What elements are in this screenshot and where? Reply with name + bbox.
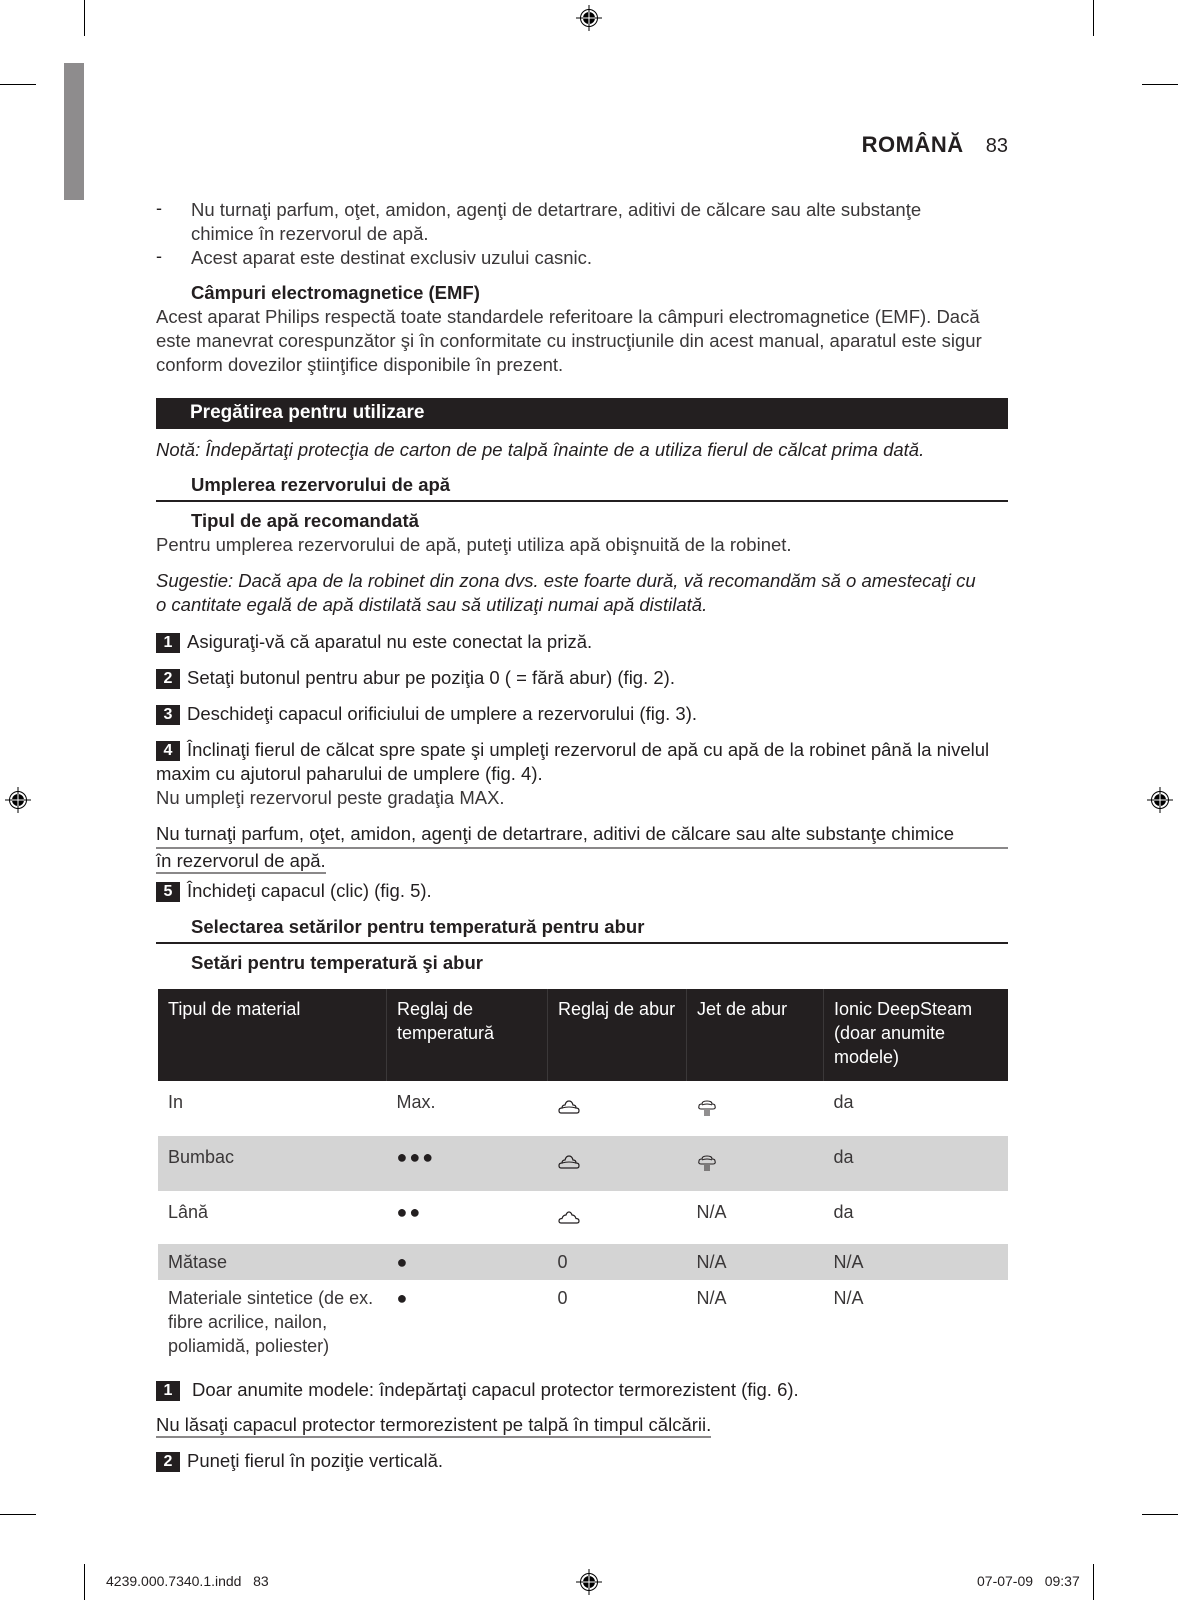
step-number: 1 [156,633,180,653]
jet-cell: N/A [696,1202,727,1222]
step-item [156,666,1008,690]
steam-jet-icon [697,1098,717,1118]
ionic-cell: N/A [833,1288,864,1308]
step-text: Închideţi capacul (clic) (fig. 5). [187,880,432,901]
fill-heading: Umplerea rezervorului de apă [191,474,451,495]
crop-mark [0,84,36,85]
language-label: ROMÂNĂ [861,132,964,157]
jet-cell: N/A [696,1288,727,1308]
table-row [158,1081,1008,1136]
temperature-cell: Max. [396,1092,436,1112]
column-header: Jet de abur [687,989,824,1081]
footer-datetime: 07-07-09 09:37 [977,1573,1080,1589]
tip-text: Sugestie: Dacă apa de la robinet din zona dvs. este foarte dură, vă recomandăm să o amestecaţi cu o cantitate egală de apă distilată sau să utilizaţi numai apă distilată. [156,570,976,615]
column-header: Tipul de material [158,989,387,1081]
page-header [862,132,1008,158]
settings-heading: Selectarea setărilor pentru temperatură pentru abur [191,916,645,937]
step-item [156,630,1008,654]
warning-line: în rezervorul de apă. [156,850,326,874]
temperature-cell: ●● [396,1202,423,1222]
jet-cell [687,1136,824,1191]
registration-mark-icon [576,1569,602,1595]
step-item [156,1449,443,1473]
settings-subheading: Setări pentru temperatură şi abur [191,952,483,973]
step-text: Puneţi fierul în poziţie verticală. [187,1450,444,1471]
steam-cell [548,1191,687,1244]
step-number: 5 [156,882,180,902]
crop-mark [0,1514,36,1515]
language-tab-marker [64,63,84,200]
steam-cell: 0 [548,1244,687,1280]
heading-rule [156,500,1008,502]
steam-jet-icon [697,1153,717,1173]
step-text: Doar anumite modele: îndepărtaţi capacul protector termorezistent (fig. 6). [192,1379,799,1400]
material-cell: Bumbac [158,1136,387,1191]
crop-mark [1093,0,1094,36]
bullet-item: Nu turnaţi parfum, oţet, amidon, agenţi de detartrare, aditivi de călcare sau alte substanţe chimice în rezervorul de apă. [191,199,922,244]
ionic-cell: da [833,1092,854,1112]
bullet-dash: - [156,198,162,218]
registration-mark-icon [5,787,31,813]
material-cell: Mătase [158,1244,387,1280]
warning-text [156,822,1008,873]
warning-line: Nu lăsaţi capacul protector termorezistent pe talpă în timpul călcării. [156,1414,711,1438]
settings-table [158,989,1008,1370]
page-number: 83 [985,135,1008,157]
crop-mark [84,0,85,36]
step-text: Înclinaţi fierul de călcat spre spate şi umpleţi rezervorul de apă cu apă de la robinet până la nivelul maxim cu ajutorul paharului de umplere (fig. 4). [156,739,990,784]
step-number: 2 [156,669,180,689]
emf-heading: Câmpuri electromagnetice (EMF) [191,282,480,303]
step-text: Setaţi butonul pentru abur pe poziţia 0 ( = fără abur) (fig. 2). [187,667,675,688]
note-text: Notă: Îndepărtaţi protecţia de carton de pe talpă înainte de a utiliza fierul de călcat prima dată. [156,439,925,460]
ionic-cell: da [824,1136,1009,1191]
temperature-cell: ●●● [387,1136,548,1191]
step-text: Deschideţi capacul orificiului de umplere a rezervorului (fig. 3). [187,703,698,724]
steam-max-icon [558,1098,580,1116]
heading-rule [156,942,1008,944]
step-number: 1 [156,1381,180,1401]
column-header: Reglaj de abur [548,989,687,1081]
water-type-body: Pentru umplerea rezervorului de apă, puteţi utiliza apă obişnuită de la robinet. [156,534,792,555]
water-type-heading: Tipul de apă recomandată [191,510,419,531]
footer-file-info: 4239.000.7340.1.indd 83 [106,1573,269,1589]
steam-cell: 0 [557,1288,568,1308]
column-header: Ionic DeepSteam (doar anumite modele) [824,989,1009,1081]
steam-max-icon [558,1153,580,1171]
ionic-cell: N/A [824,1244,1009,1280]
steam-min-icon [558,1210,580,1226]
section-header-bar [156,398,1008,429]
step-item [156,879,432,903]
bullet-item: Acest aparat este destinat exclusiv uzului casnic. [191,247,593,268]
step-text: Asiguraţi-vă că aparatul nu este conectat la priză. [187,631,593,652]
table-row [158,1280,1008,1370]
bullet-dash: - [156,246,162,266]
step-number: 4 [156,741,180,761]
crop-mark [84,1564,85,1600]
section-title: Pregătirea pentru utilizare [190,402,425,423]
step-item [156,702,1008,726]
jet-cell [687,1081,824,1136]
material-cell: In [168,1092,184,1112]
table-row [158,1244,1008,1280]
crop-mark [1142,84,1178,85]
step-item [156,738,1008,786]
table-header-row [158,989,1008,1081]
table-row [158,1136,1008,1191]
table-row [158,1191,1008,1244]
warning-text [156,1413,711,1437]
step-number: 3 [156,705,180,725]
emf-body: Acest aparat Philips respectă toate standardele referitoare la câmpuri electromagnetice (EMF). Dacă este manevrat corespunzător şi în conformitate cu instrucţiunile din acest manual, aparatul este sigur conform dovezilor ştiinţifice disponibile în prezent. [156,306,982,375]
max-note: Nu umpleţi rezervorul peste gradaţia MAX. [156,787,505,808]
material-cell: Lână [168,1202,209,1222]
warning-line: Nu turnaţi parfum, oţet, amidon, agenţi de detartrare, aditivi de călcare sau alte substanţe chimice [156,822,1008,849]
steam-cell [548,1136,687,1191]
material-cell: Materiale sintetice (de ex. fibre acrilice, nailon, poliamidă, poliester) [168,1288,374,1356]
temperature-cell: ● [396,1288,410,1308]
crop-mark [1093,1564,1094,1600]
steam-cell [548,1081,687,1136]
registration-mark-icon [576,5,602,31]
temperature-cell: ● [387,1244,548,1280]
jet-cell: N/A [687,1244,824,1280]
step-item [156,1378,799,1402]
registration-mark-icon [1147,787,1173,813]
ionic-cell: da [833,1202,854,1222]
column-header: Reglaj de temperatură [387,989,548,1081]
step-number: 2 [156,1452,180,1472]
crop-mark [1142,1514,1178,1515]
